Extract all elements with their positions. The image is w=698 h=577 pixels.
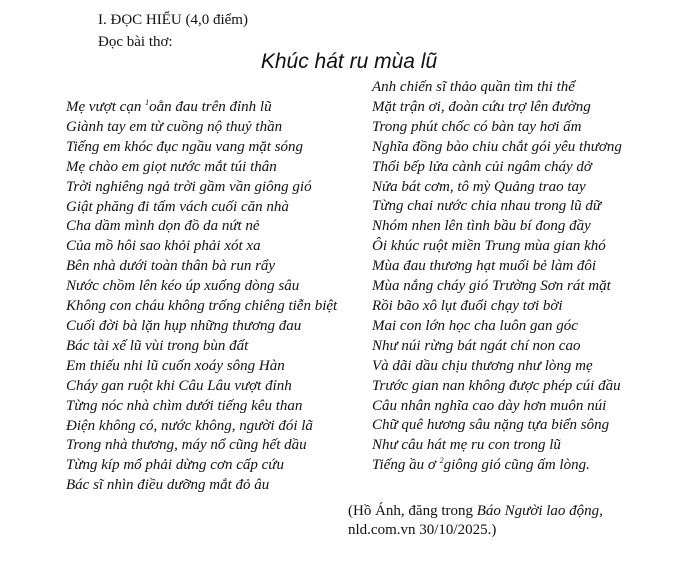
poem-right-column xyxy=(372,78,622,476)
poem-line-text: Nước chồm lên kéo úp xuống dòng sâu xyxy=(66,278,300,295)
poem-line xyxy=(372,357,622,377)
poem-line-text: Cuối đời bà lặn hụp những thương đau xyxy=(66,317,302,334)
poem-line-text: Không con cháu không trống chiêng tiễn biệt xyxy=(66,298,338,315)
poem-line xyxy=(66,98,337,118)
poem-line-text: Bác sĩ nhìn điều dưỡng mắt đỏ âu xyxy=(66,477,270,494)
poem-line xyxy=(372,217,622,237)
poem-line-text: Cháy gan ruột khi Câu Lâu vượt đỉnh xyxy=(66,377,292,394)
poem-line-text: Em thiếu nhi lũ cuốn xoáy sông Hàn xyxy=(66,357,285,374)
poem-line xyxy=(372,277,622,297)
poem-line xyxy=(66,217,337,237)
poem-line xyxy=(372,237,622,257)
poem-line-text: Trong phút chốc có bàn tay hơi ấm xyxy=(372,118,582,135)
poem-line xyxy=(372,317,622,337)
poem-line xyxy=(66,118,337,138)
poem-line-text: Cha dầm mình dọn đồ da nứt nẻ xyxy=(66,218,260,235)
poem-line xyxy=(372,456,622,476)
poem-line xyxy=(66,377,337,397)
poem-line-text: Giành tay em từ cuồng nộ thuỷ thần xyxy=(66,118,283,135)
poem-line-text: giông gió cũng ấm lòng. xyxy=(443,457,590,474)
poem-title: Khúc hát ru mùa lũ xyxy=(260,50,438,73)
citation-source: Báo Người lao động, xyxy=(476,503,603,519)
poem-line xyxy=(372,337,622,357)
poem-line-text: Mùa nắng cháy gió Trường Sơn rát mặt xyxy=(372,278,611,295)
poem-line xyxy=(372,297,622,317)
poem-line-text: Bên nhà dưới toàn thân bà run rẩy xyxy=(66,258,276,275)
poem-line xyxy=(66,198,337,218)
poem-line-text: Ôi khúc ruột miền Trung mùa gian khó xyxy=(372,238,606,255)
poem-line xyxy=(66,158,337,178)
poem-line-text: Và dãi dầu chịu thương như lòng mẹ xyxy=(372,357,593,374)
poem-line xyxy=(372,377,622,397)
poem-line-text: Anh chiến sĩ thảo quần tìm thi thể xyxy=(372,79,575,95)
poem-line xyxy=(372,158,622,178)
poem-line-text: Của mồ hôi sao khỏi phải xót xa xyxy=(66,238,261,255)
poem-line xyxy=(372,138,622,158)
poem-line-text: oằn đau trên đỉnh lũ xyxy=(149,99,272,115)
poem-line-text: Chữ quê hương sâu nặng tựa biển sông xyxy=(372,417,610,434)
poem-line-text: Nghĩa đồng bào chiu chắt gói yêu thương xyxy=(372,138,622,155)
section-heading: I. ĐỌC HIỂU (4,0 điểm) xyxy=(98,12,248,28)
poem-line-text: Mẹ chào em giọt nước mắt túi thân xyxy=(66,158,277,175)
poem-left-column xyxy=(66,98,337,496)
poem-line xyxy=(372,98,622,118)
poem-line-text: Nửa bát cơm, tô mỳ Quảng trao tay xyxy=(372,178,586,195)
poem-line-text: Giật phăng đi tấm vách cuối căn nhà xyxy=(66,198,289,215)
footnote-marker: 1 xyxy=(145,98,150,107)
poem-line xyxy=(66,237,337,257)
poem-line-text: Từng nóc nhà chìm dưới tiếng kêu than xyxy=(66,397,303,414)
reading-instruction: Đọc bài thơ: xyxy=(98,34,173,50)
poem-line xyxy=(372,118,622,138)
poem-line xyxy=(372,436,622,456)
poem-line xyxy=(66,476,337,496)
citation xyxy=(348,502,603,540)
footnote-marker: 2 xyxy=(439,456,444,466)
poem-line-text: Như câu hát mẹ ru con trong lũ xyxy=(372,437,561,454)
poem-line xyxy=(372,416,622,436)
poem-line xyxy=(66,456,337,476)
poem-line xyxy=(372,178,622,198)
poem-line-text: Từng chai nước chia nhau trong lũ dữ xyxy=(372,198,602,215)
poem-line xyxy=(66,436,337,456)
poem-line xyxy=(66,317,337,337)
poem-line-text: Nhóm nhen lên tình bầu bí đong đầy xyxy=(372,218,591,235)
poem-line-text: Câu nhân nghĩa cao dày hơn muôn núi xyxy=(372,397,607,414)
poem-line xyxy=(372,78,622,98)
poem-line xyxy=(66,277,337,297)
poem-line xyxy=(66,417,337,437)
poem-line-text: Mẹ vượt cạn xyxy=(66,99,146,115)
poem-line-text: Từng kíp mổ phải dừng cơn cấp cứu xyxy=(66,457,284,474)
citation-url-date: nld.com.vn 30/10/2025.) xyxy=(348,522,497,538)
poem-line-text: Trước gian nan không được phép cúi đầu xyxy=(372,377,621,394)
poem-line-text: Mặt trận ơi, đoàn cứu trợ lên đường xyxy=(372,98,591,115)
poem-line-text: Điện không có, nước không, người đói lã xyxy=(66,417,313,434)
poem-line xyxy=(66,297,337,317)
poem-line-text: Như núi rừng bát ngát chí non cao xyxy=(372,337,581,354)
poem-line xyxy=(66,178,337,198)
poem-line xyxy=(66,257,337,277)
poem-line-text: Thổi bếp lửa cành củi ngâm cháy dở xyxy=(372,158,592,175)
poem-line xyxy=(372,397,622,417)
poem-line-text: Trời nghiêng ngả trời gầm vần giông gió xyxy=(66,178,312,195)
citation-author: (Hồ Ánh, đăng trong xyxy=(348,503,477,519)
poem-line xyxy=(66,138,337,158)
poem-line-text: Mai con lớn học cha luôn gan góc xyxy=(372,317,578,334)
poem-line-text: Tiếng ầu ơ xyxy=(372,457,440,474)
poem-line xyxy=(372,197,622,217)
poem-line xyxy=(66,397,337,417)
poem-line-text: Trong nhà thương, máy nổ cũng hết dầu xyxy=(66,437,307,454)
poem-line xyxy=(372,257,622,277)
poem-line xyxy=(66,357,337,377)
poem-line xyxy=(66,337,337,357)
poem-line-text: Rồi bão xô lụt đuổi chạy tơi bời xyxy=(372,297,563,314)
poem-line-text: Tiếng em khóc đục ngầu vang mặt sóng xyxy=(66,138,304,155)
poem-line-text: Mùa đau thương hạt muối bẻ làm đôi xyxy=(372,258,597,275)
poem-line-text: Bác tài xế lũ vùi trong bùn đất xyxy=(66,337,249,354)
